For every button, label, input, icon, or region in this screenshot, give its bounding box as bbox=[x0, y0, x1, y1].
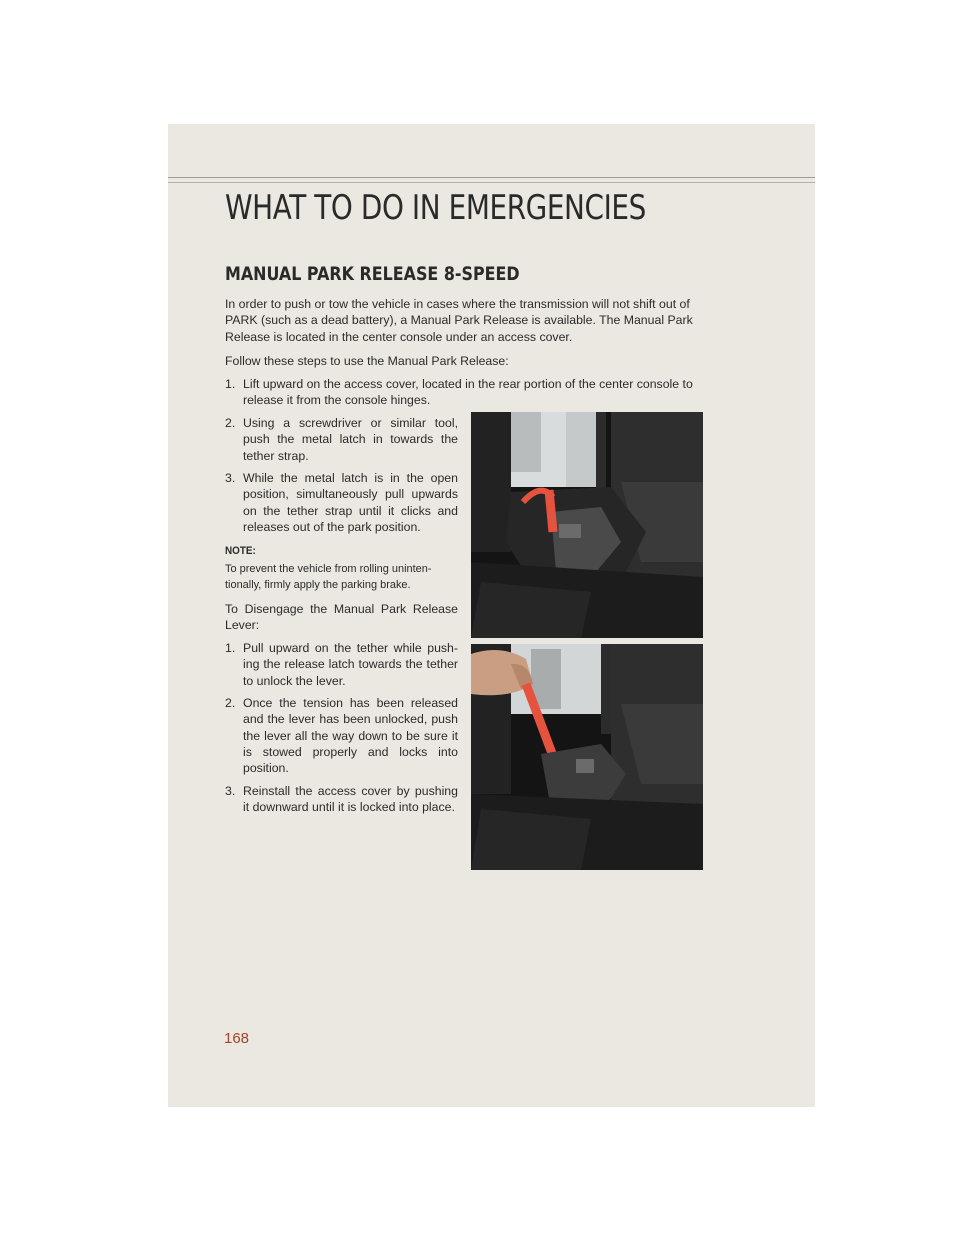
console-photo-release bbox=[471, 412, 703, 638]
console-photo-disengage bbox=[471, 644, 703, 870]
note-text: To prevent the vehicle from rolling uninten-tionally, firmly apply the parking brake. bbox=[225, 563, 432, 592]
step-number: 1. bbox=[225, 641, 236, 655]
step-1 bbox=[225, 376, 703, 409]
disengage-step-3 bbox=[225, 783, 458, 816]
section-title: MANUAL PARK RELEASE 8-SPEED bbox=[225, 264, 520, 285]
header-rule bbox=[168, 177, 815, 178]
step-number: 2. bbox=[225, 696, 236, 710]
step-text: While the metal latch is in the open position, simultaneously pull upwards on the tether strap until it clicks and releases out of the park position. bbox=[243, 471, 458, 534]
intro-paragraph: In order to push or tow the vehicle in cases where the transmission will not shift out of PARK (such as a dead battery), a Manual Park Release is available. The Manual Park Release is located in the center console under an access cover. bbox=[225, 297, 693, 344]
step-number: 1. bbox=[225, 377, 236, 391]
step-text: Reinstall the access cover by pushing it downward until it is locked into place. bbox=[243, 784, 458, 815]
manual-page bbox=[168, 124, 815, 1107]
step-text: Lift upward on the access cover, located in the rear portion of the center console to release it from the console hinges. bbox=[243, 377, 693, 408]
step-number: 2. bbox=[225, 416, 236, 430]
note-label: NOTE: bbox=[225, 545, 256, 557]
step-text: Using a screwdriver or similar tool, push the metal latch in towards the tether strap. bbox=[243, 416, 458, 463]
follow-steps-text: Follow these steps to use the Manual Park Release: bbox=[225, 354, 509, 368]
step-text: Pull upward on the tether while push-ing the release latch towards the tether to unlock the lever. bbox=[243, 641, 458, 688]
disengage-step-1 bbox=[225, 640, 458, 689]
step-2 bbox=[225, 415, 458, 464]
chapter-title: WHAT TO DO IN EMERGENCIES bbox=[225, 188, 646, 228]
step-number: 3. bbox=[225, 784, 236, 798]
step-text: Once the tension has been released and the lever has been unlocked, push the lever all the way down to be sure it is stowed properly and locks into position. bbox=[243, 696, 458, 776]
page-number: 168 bbox=[224, 1030, 250, 1047]
header-rule-secondary bbox=[168, 182, 815, 183]
disengage-intro: To Disengage the Manual Park Release Lever: bbox=[225, 602, 458, 633]
step-number: 3. bbox=[225, 471, 236, 485]
step-3 bbox=[225, 470, 458, 535]
disengage-step-2 bbox=[225, 695, 458, 776]
